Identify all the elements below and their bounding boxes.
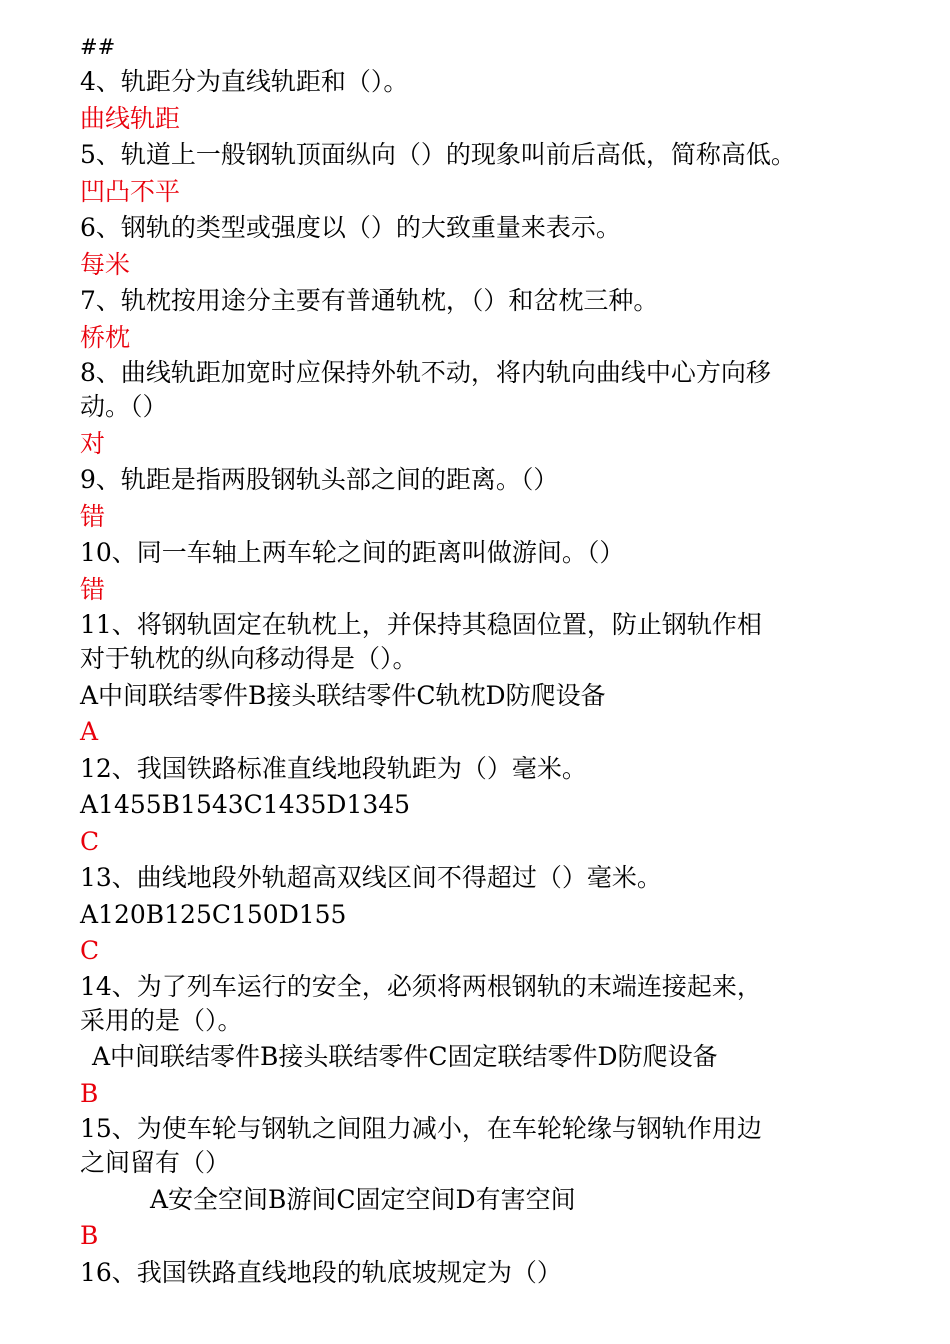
answer-text: 每米 [80,249,131,279]
options-text: A中间联结零件B接头联结零件C固定联结零件D防爬设备 [92,1042,718,1071]
question-block [80,64,910,137]
header-marker: ## [80,35,116,59]
question-text-continued: 采用的是（）。 [80,1005,243,1035]
question-text: 11、将钢轨固定在轨枕上，并保持其稳固位置，防止钢轨作相 [80,610,762,639]
question-text: 4、轨距分为直线轨距和（）。 [80,67,409,96]
question-text-continued: 对于轨枕的纵向移动得是（）。 [80,644,418,673]
question-block [80,1255,910,1292]
question-text: 13、曲线地段外轨超高双线区间不得超过（）毫米。 [80,863,662,892]
question-block [80,462,910,535]
question-block [80,860,910,970]
question-text: 16、我国铁路直线地段的轨底坡规定为（） [80,1257,562,1287]
question-text: 7、轨枕按用途分主要有普通轨枕，（）和岔枕三种。 [80,286,659,315]
question-block [80,1112,910,1255]
answer-text: 错 [80,501,106,531]
answer-text: 对 [80,428,106,458]
answer-text: C [80,936,100,965]
answer-text: 曲线轨距 [80,103,181,133]
question-block [80,210,910,283]
question-text: 14、为了列车运行的安全，必须将两根钢轨的末端连接起来， [80,971,762,1001]
question-text: 12、我国铁路标准直线地段轨距为（）毫米。 [80,753,587,783]
answer-text: B [80,1078,99,1108]
answer-text: 凹凸不平 [80,176,181,206]
question-block [80,356,910,462]
question-text: 15、为使车轮与钢轨之间阻力减小，在车轮轮缘与钢轨作用边 [80,1114,762,1143]
answer-text: 错 [80,574,106,604]
answer-text: B [80,1221,99,1250]
question-block [80,535,910,608]
answer-text: A [80,717,99,746]
question-block [80,751,910,861]
question-text: 8、曲线轨距加宽时应保持外轨不动，将内轨向曲线中心方向移 [80,358,771,387]
document-page [80,30,910,1291]
question-text: 5、轨道上一般钢轨顶面纵向（）的现象叫前后高低，简称高低。 [80,140,796,169]
question-text: 9、轨距是指两股钢轨头部之间的距离。（） [80,465,559,494]
question-block [80,283,910,356]
answer-text: C [80,826,100,856]
options-text: A安全空间B游间C固定空间D有害空间 [150,1184,576,1214]
options-text: A中间联结零件B接头联结零件C轨枕D防爬设备 [80,680,606,710]
question-block [80,970,910,1113]
answer-text: 桥枕 [80,322,131,352]
question-text: 6、钢轨的类型或强度以（）的大致重量来表示。 [80,213,621,242]
question-block [80,608,910,751]
options-text: A1455B1543C1435D1345 [80,790,411,819]
options-text: A120B125C150D155 [80,899,347,929]
question-text: 10、同一车轴上两车轮之间的距离叫做游间。（） [80,538,625,567]
question-text-continued: 之间留有（） [80,1148,231,1177]
question-block [80,137,910,210]
question-text-continued: 动。（） [80,392,168,421]
